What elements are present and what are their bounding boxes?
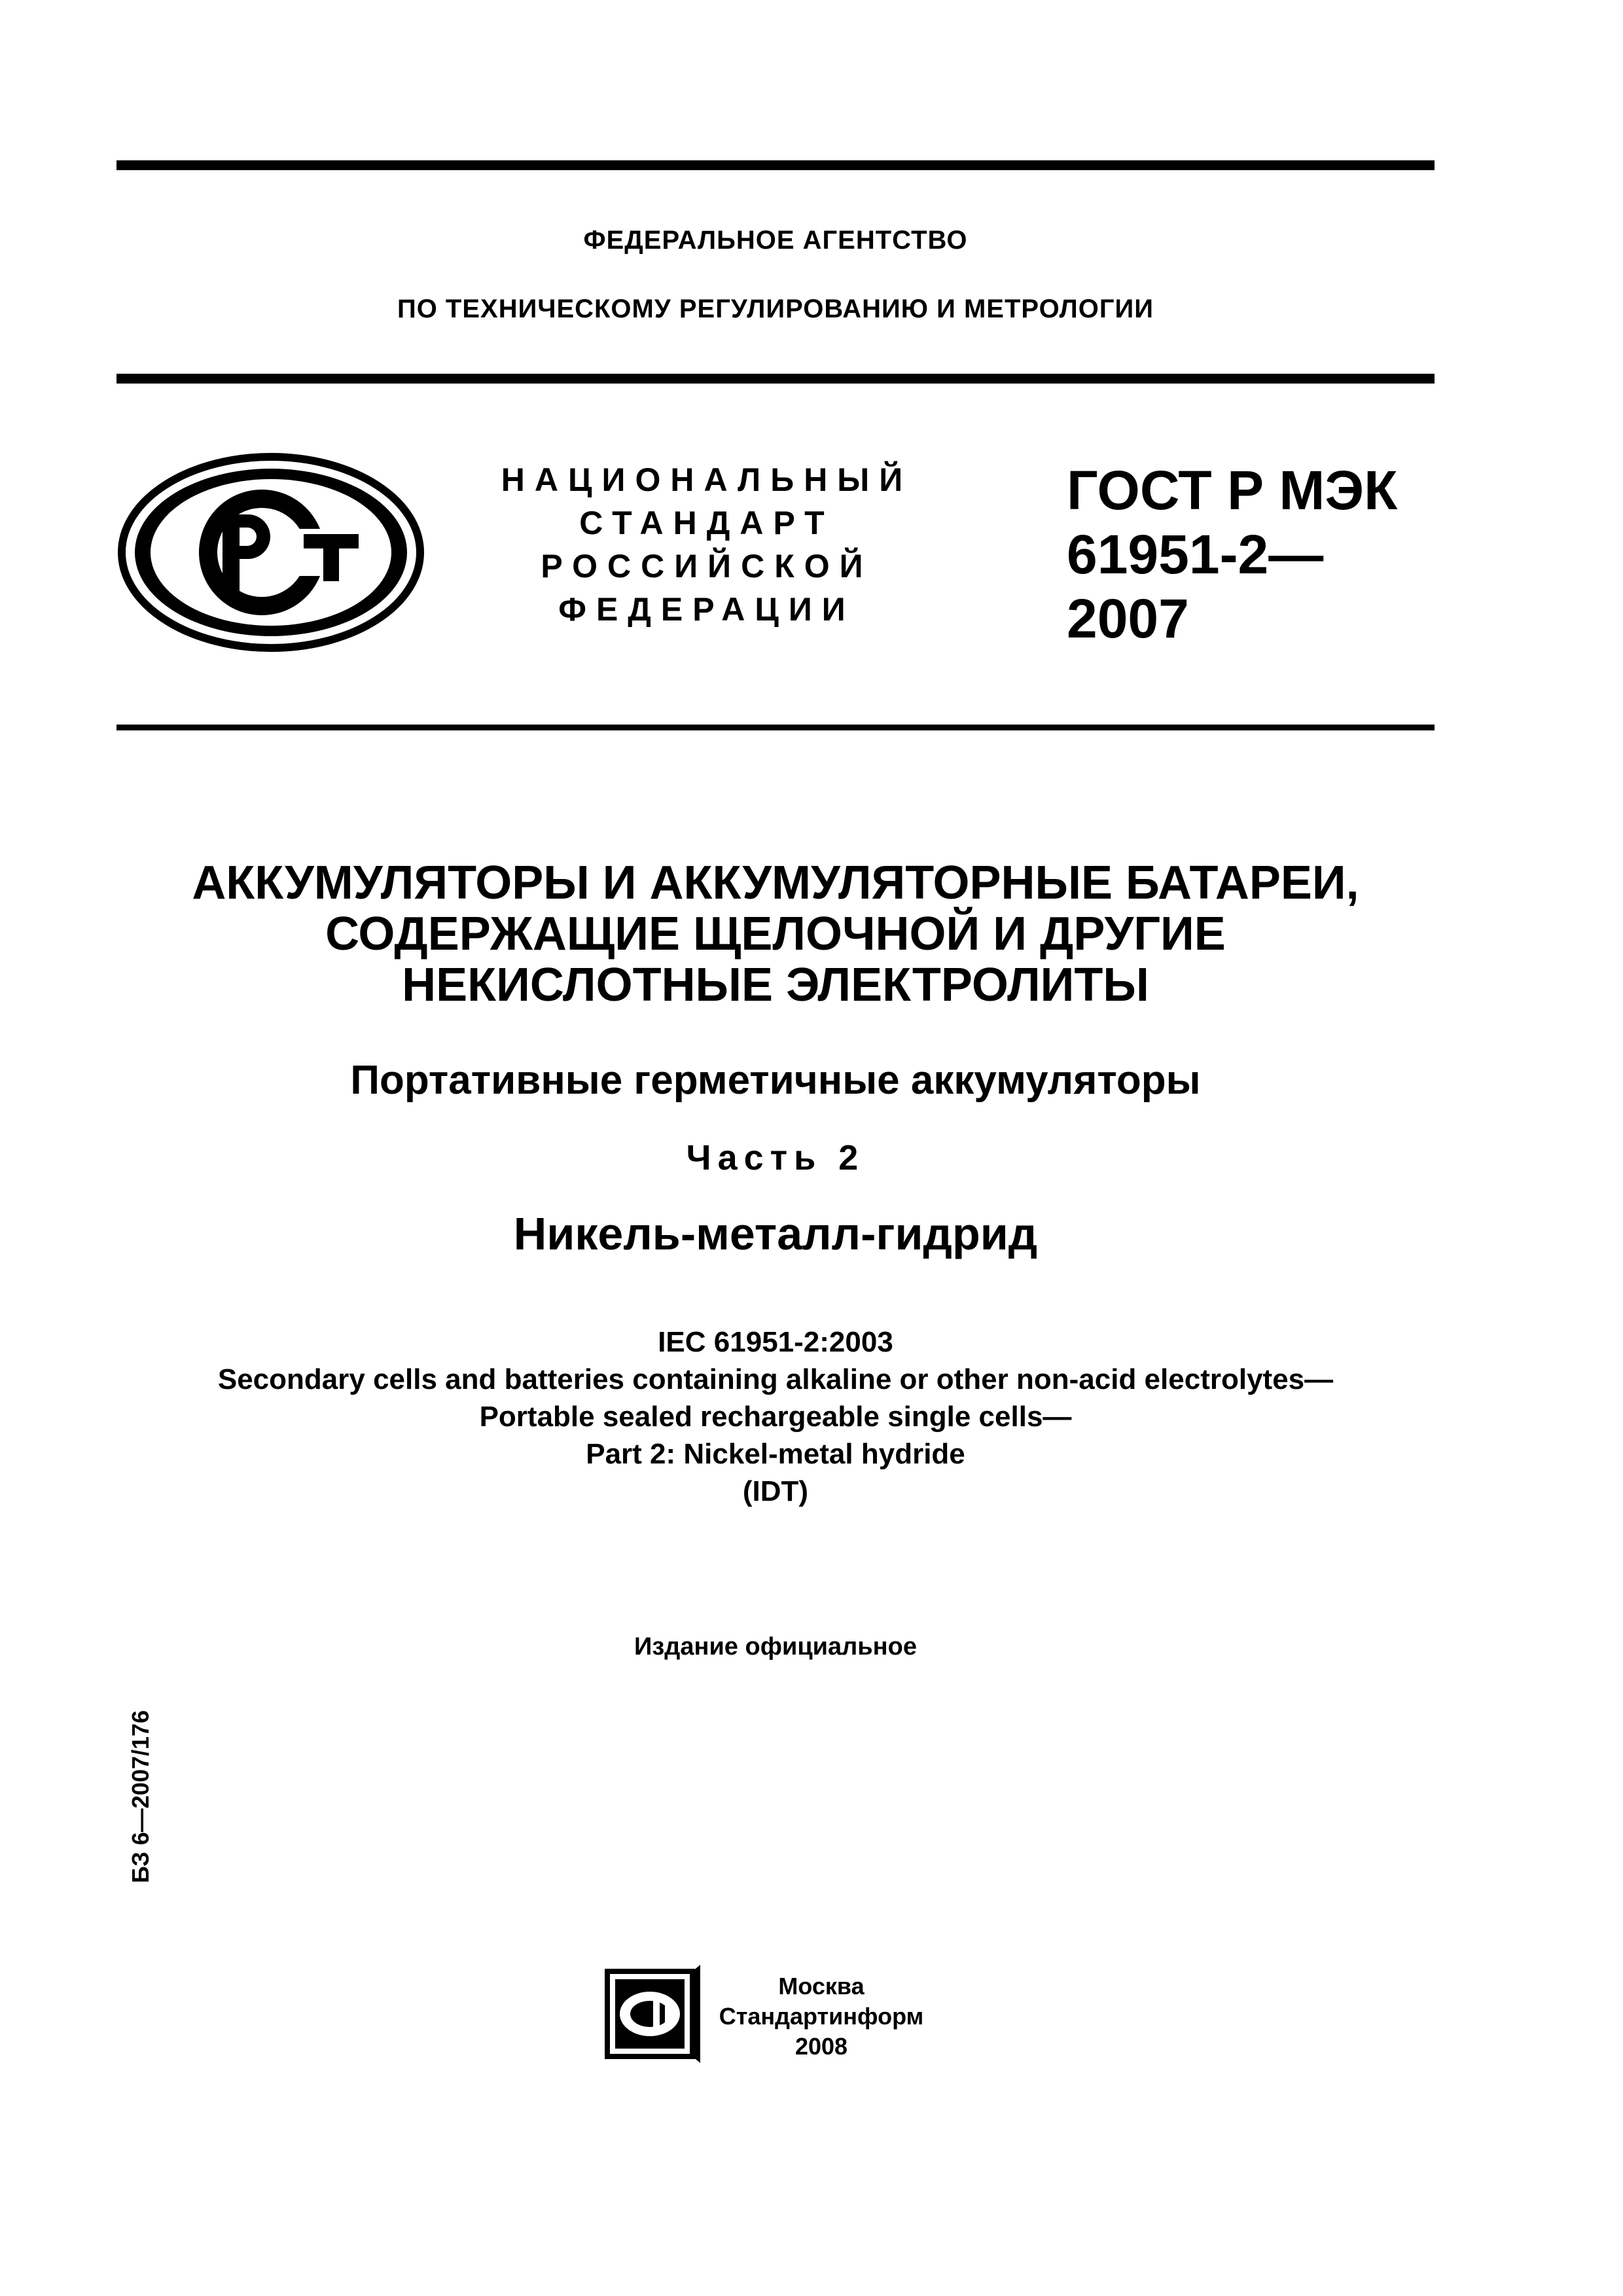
national-standard-line-3: РОССИЙСКОЙ — [541, 548, 873, 584]
part-number: Часть 2 — [686, 1138, 865, 1177]
agency-line-1: ФЕДЕРАЛЬНОЕ АГЕНТСТВО — [583, 226, 968, 255]
edition-note: Издание официальное — [634, 1633, 917, 1660]
standartinform-logo — [601, 1965, 700, 2063]
designation-line-2: 61951-2— — [1067, 524, 1324, 585]
side-code: БЗ 6—2007/176 — [127, 1710, 154, 1884]
iec-title-line-1: Secondary cells and batteries containing alkaline or other non-acid electrolytes— — [217, 1363, 1334, 1395]
main-title — [116, 857, 1435, 1011]
national-standard-block — [497, 458, 916, 631]
standard-designation — [1067, 458, 1433, 651]
designation-line-3: 2007 — [1067, 588, 1189, 649]
iec-title-line-3: Part 2: Nickel-metal hydride — [586, 1438, 965, 1470]
publisher-name: Стандартинформ — [719, 2003, 924, 2030]
top-rule — [116, 160, 1435, 170]
iec-identity: (IDT) — [742, 1475, 809, 1507]
agency-line-2: ПО ТЕХНИЧЕСКОМУ РЕГУЛИРОВАНИЮ И МЕТРОЛОГИИ — [397, 295, 1154, 323]
publisher-year: 2008 — [794, 2033, 848, 2060]
gost-r-logo — [116, 452, 425, 653]
title-line-1: АККУМУЛЯТОРЫ И АККУМУЛЯТОРНЫЕ БАТАРЕИ, — [192, 857, 1359, 909]
part-title: Никель-металл-гидрид — [513, 1208, 1038, 1259]
iec-reference — [98, 1323, 1453, 1510]
national-standard-line-4: ФЕДЕРАЦИИ — [558, 591, 855, 628]
iec-title-line-2: Portable sealed rechargeable single cells— — [479, 1401, 1072, 1433]
subtitle: Портативные герметичные аккумуляторы — [350, 1058, 1201, 1103]
header-bottom-rule — [116, 725, 1435, 730]
national-standard-line-1: НАЦИОНАЛЬНЫЙ — [501, 461, 913, 498]
designation-line-1: ГОСТ Р МЭК — [1067, 459, 1398, 521]
iec-number: IEC 61951-2:2003 — [658, 1326, 893, 1358]
agency-divider-rule — [116, 374, 1435, 384]
publisher-city: Москва — [778, 1973, 865, 2000]
national-standard-line-2: СТАНДАРТ — [579, 505, 834, 541]
title-line-3: НЕКИСЛОТНЫЕ ЭЛЕКТРОЛИТЫ — [402, 959, 1149, 1011]
title-line-2: СОДЕРЖАЩИЕ ЩЕЛОЧНОЙ И ДРУГИЕ — [325, 908, 1226, 960]
publisher-block — [707, 1971, 936, 2062]
